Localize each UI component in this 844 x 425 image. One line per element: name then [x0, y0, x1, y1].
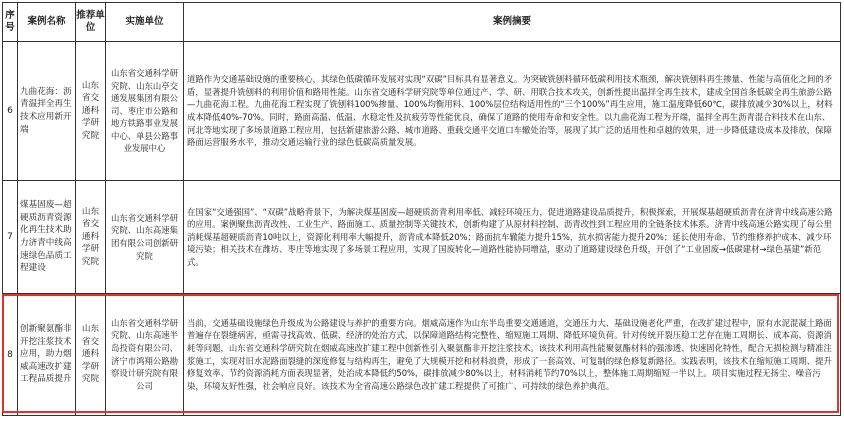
recommender: 山东省交通科学研究院	[76, 294, 106, 416]
case-name: 煤基固废—超硬质沥青资源化再生技术助力济青中线高速绿色品质工程建设	[18, 181, 76, 294]
row-num: 7	[3, 181, 18, 294]
header-recommender: 推荐单位	[76, 3, 106, 42]
implementer: 山东省交通科学研究院、山东高速半岛投资有限公司、济宁市鸿翔公路勘察设计研究院有限公司	[106, 294, 184, 416]
row-num: 8	[3, 294, 18, 416]
case-table	[2, 2, 841, 416]
case-table-container	[2, 2, 840, 416]
case-summary: 在国家“交通强国”、“双碳”战略背景下，为解决煤基固废—超硬质沥青利用率低、减轻环境压力，促进道路建设品质提升，积极探索，开展煤基超硬质沥青在济青中线高速公路的应用。案例聚焦沥青改性、工业生产、路面施工、质量控制等关键技术，创新构建了从原材料控制、沥青改性到工程应用的全链条技术体系。济青中线高速公路实现了每公里消耗煤基超硬质沥青10吨以上，资源化利用率大幅提升，沥青成本降低20%；路面抗车辙能力提升15%，抗水损害能力提升20%；延长使用寿命、节约维修养护成本、减少环境污染；相关技术在潍坊、枣庄等地实现了多场景工程应用，实现了国废转化—道路性能协同增益，驱动了道路建设绿色升级，开创了“工业固废→低碳建材→绿色基建”新范式。	[184, 181, 841, 294]
case-name: 九曲花海：沥青温拌全再生技术应用新开端	[18, 42, 76, 181]
case-summary: 道路作为交通基础设施的重要核心，其绿色低碳循环发展对实现“双碳”目标具有显著意义。为突破铣刨料循环低碳利用技术瓶颈，解决铣刨料再生掺量、性能与高值化之间的矛盾，显著提升铣刨料的利用价值和路用性能。山东省交通科学研究院等单位通过产、学、研、用联合技术攻关，创新性提出温拌全再生技术，建成全国首条低碳全再生旅游公路—九曲花海工程。九曲花海工程实现了铣刨料100%掺量、100%均衡用料、100%层位结构适用性的“三个100%”再生应用，施工温度降低60℃，碳排放减少30%以上，材料成本降低40%-70%。同时，路面高温、低温、水稳定性及抗疲劳等性能优良，确保了道路的使用寿命和安全性。以九曲花海工程为开端，温拌全再生沥青混合料技术在山东、河北等地实现了多场景道路工程应用，包括新建旅游公路、城市道路、重载交通平交道口车辙处治等，展现了其广泛的适用性和卓越的效果，进一步降低建设成本及排放，保障路面运营服务水平，推动交通运输行业的绿色低碳高质量发展。	[184, 42, 841, 181]
header-implementer: 实施单位	[106, 3, 184, 42]
table-row	[3, 181, 841, 294]
header-case-name: 案例名称	[18, 3, 76, 42]
table-row	[3, 42, 841, 181]
row-num: 6	[3, 42, 18, 181]
header-num: 序号	[3, 3, 18, 42]
table-header-row	[3, 3, 841, 42]
case-summary: 当前，交通基础设施绿色升级成为公路建设与养护的重要方向。烟威高速作为山东半岛重要交通通道，交通压力大、基础设施老化严重，在改扩建过程中，原有水泥混凝土路面普遍存在裂缝病害，亟需寻找高效、低碳、经济的处治方式，以保障道路结构完整性、缩短施工周期、降低环境负荷。针对传统开裂压稳工艺存在施工周期长、成本高、资源消耗等问题，山东省交通科学研究院在烟威高速改扩建工程中创新性引入聚氨酯非开挖注浆技术。该技术利用高性能聚氨酯材料的强渗透、快速固化特性，配合无损检测与精准注浆施工，实现对旧水泥路面裂缝的深度修复与结构再生，避免了大规模开挖和材料浪费，形成了一套高效、可复制的绿色修复新路径。实践表明，该技术在缩短施工周期、提升修复效率、节约资源消耗方面表现显著，处治成本降低约50%，碳排放减少80%以上，材料消耗节约70%以上，整体施工周期缩短一半以上。项目实施过程无扬尘、噪音污染，环境友好性强，社会响应良好。该技术为全省高速公路绿色改扩建工程提供了可推广、可持续的绿色养护典范。	[184, 294, 841, 416]
implementer: 山东省交通科学研究院、山东山亭交通发展集团有限公司、枣庄市公路和地方铁路事业发展中心、单县公路事业发展中心	[106, 42, 184, 181]
case-name: 创新聚氨酯非开挖注浆技术应用，助力烟威高速改扩建工程品质提升	[18, 294, 76, 416]
recommender: 山东省交通科学研究院	[76, 42, 106, 181]
header-summary: 案例摘要	[184, 3, 841, 42]
implementer: 山东省交通科学研究院、山东高速集团有限公司创新研究院	[106, 181, 184, 294]
table-row	[3, 294, 841, 416]
recommender: 山东省交通科学研究院	[76, 181, 106, 294]
